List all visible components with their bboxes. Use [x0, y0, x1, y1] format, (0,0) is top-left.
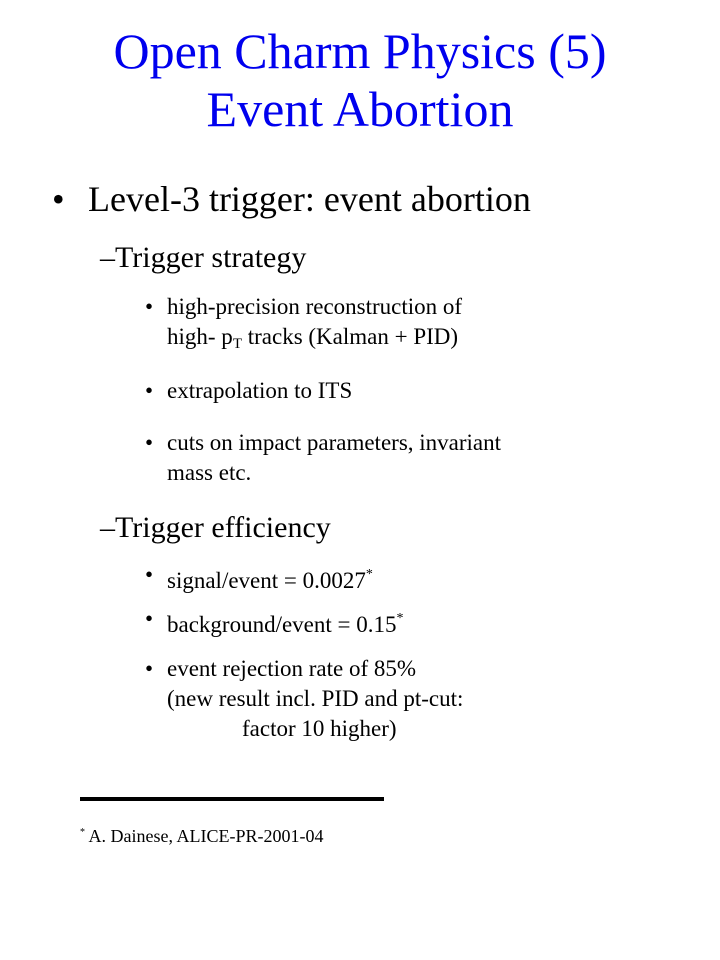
- bullet-icon: •: [145, 656, 154, 681]
- title-line-1: Open Charm Physics (5): [113, 23, 607, 79]
- bullet-icon: •: [145, 606, 154, 631]
- list-item-line: background/event = 0.15: [167, 612, 397, 637]
- main-bullet-text: Level-3 trigger: event abortion: [88, 179, 531, 219]
- list-item-line: cuts on impact parameters, invariant: [167, 430, 502, 455]
- list-item-line: signal/event = 0.0027: [167, 568, 366, 593]
- bullet-icon: •: [145, 430, 154, 455]
- footnote-marker: *: [365, 567, 373, 582]
- slide-title: [0, 22, 720, 138]
- footnote: [80, 822, 323, 847]
- list-item-text: [167, 292, 462, 359]
- bullet-icon: •: [145, 294, 154, 319]
- list-item-text: [167, 560, 373, 596]
- list-item-line: high- p: [167, 324, 233, 349]
- footnote-marker: *: [80, 827, 85, 838]
- section-heading-strategy: –Trigger strategy: [100, 241, 307, 274]
- footnote-marker: *: [396, 611, 404, 626]
- bullet-icon: •: [145, 562, 154, 587]
- bullet-icon: •: [52, 179, 65, 219]
- list-item-line: mass etc.: [167, 460, 252, 485]
- title-line-2: Event Abortion: [206, 81, 514, 137]
- footnote-text: A. Dainese, ALICE-PR-2001-04: [85, 826, 324, 846]
- list-item-text: [167, 654, 463, 744]
- bullet-icon: •: [145, 378, 154, 403]
- footnote-divider: [80, 797, 384, 801]
- list-item-line: event rejection rate of 85%: [167, 656, 417, 681]
- list-item-line: tracks (Kalman + PID): [241, 324, 459, 349]
- list-item-text: [167, 428, 501, 488]
- list-item-line: (new result incl. PID and pt-cut:: [167, 686, 464, 711]
- list-item-line: high-precision reconstruction of: [167, 294, 463, 319]
- list-item-text: extrapolation to ITS: [167, 378, 353, 403]
- list-item-line: factor 10 higher): [242, 716, 397, 741]
- list-item-text: [167, 604, 404, 640]
- section-heading-efficiency: –Trigger efficiency: [100, 511, 331, 544]
- subscript: T: [232, 336, 242, 352]
